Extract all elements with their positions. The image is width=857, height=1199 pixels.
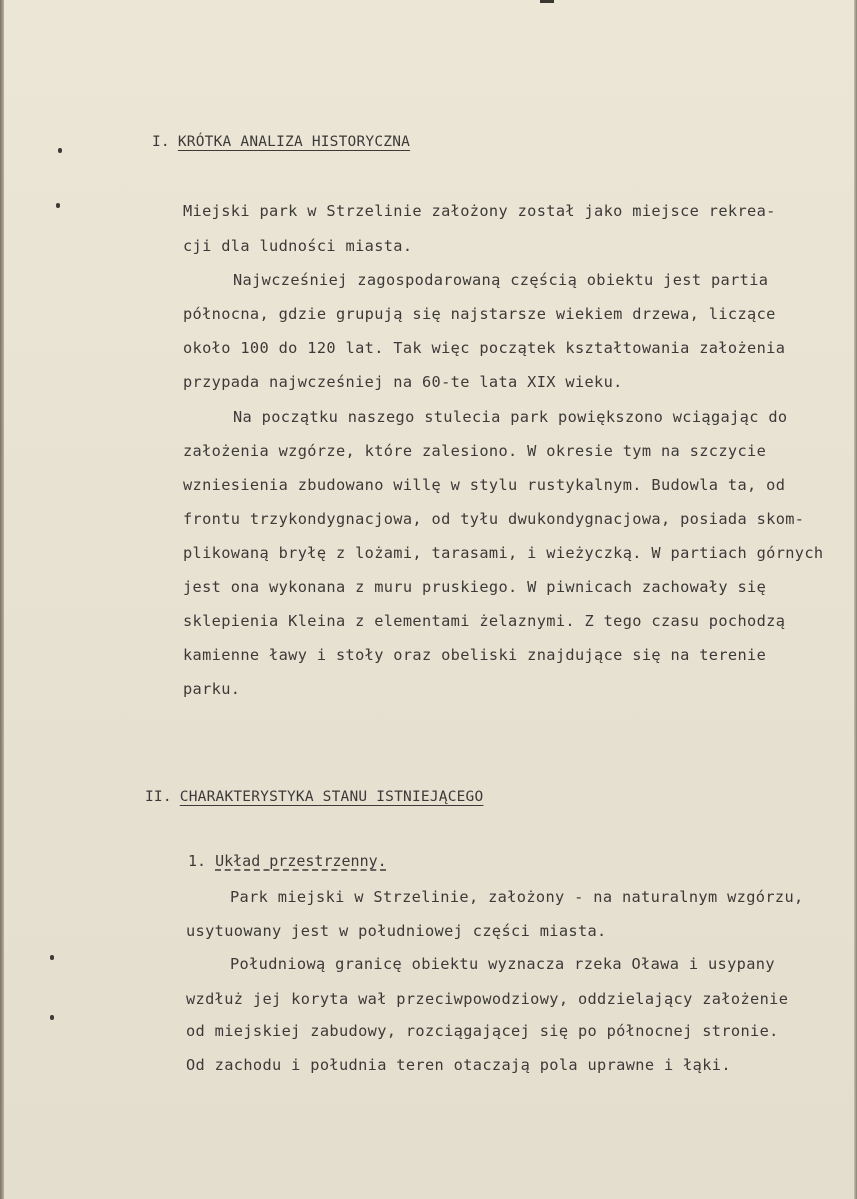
text-line: Południową granicę obiektu wyznacza rzeka Oława i usypany	[230, 955, 775, 973]
text-line: parku.	[183, 680, 241, 698]
text-line: wzdłuż jej koryta wał przeciwpowodziowy, oddzielający założenie	[186, 990, 789, 1008]
section-1-number: I.	[152, 134, 170, 150]
punch-hole-mark	[50, 955, 54, 960]
text-line: usytuowany jest w południowej części miasta.	[186, 922, 607, 940]
section-2-number: II.	[145, 789, 172, 805]
section-1-heading	[152, 134, 410, 150]
subsection-1-title: Układ przestrzenny.	[215, 852, 387, 870]
text-line: przypada najwcześniej na 60-te lata XIX wieku.	[183, 373, 623, 391]
text-line: od miejskiej zabudowy, rozciągającej się po północnej stronie.	[186, 1022, 779, 1040]
text-line: wzniesienia zbudowano willę w stylu rustykalnym. Budowla ta, od	[183, 476, 786, 494]
subsection-1-heading	[188, 852, 387, 870]
text-line: frontu trzykondygnacjowa, od tyłu dwukondygnacjowa, posiada skom-	[183, 510, 805, 528]
punch-hole-mark	[50, 1015, 54, 1020]
section-2-heading	[145, 789, 483, 805]
punch-hole-mark	[58, 148, 62, 153]
section-2-title: CHARAKTERYSTYKA STANU ISTNIEJĄCEGO	[179, 789, 484, 805]
text-line: około 100 do 120 lat. Tak więc początek kształtowania założenia	[183, 339, 786, 357]
section-1-title: KRÓTKA ANALIZA HISTORYCZNA	[177, 134, 411, 150]
text-line: Najwcześniej zagospodarowaną częścią obiektu jest partia	[233, 271, 769, 289]
text-line: cji dla ludności miasta.	[183, 237, 413, 255]
text-line: sklepienia Kleina z elementami żelaznymi. Z tego czasu pochodzą	[183, 612, 786, 630]
scan-mark	[540, 0, 554, 3]
text-line: Od zachodu i południa teren otaczają pola uprawne i łąki.	[186, 1056, 731, 1074]
text-line: plikowaną bryłę z lożami, tarasami, i wieżyczką. W partiach górnych	[183, 544, 824, 562]
subsection-1-number: 1.	[188, 852, 207, 870]
text-line: północna, gdzie grupują się najstarsze wiekiem drzewa, liczące	[183, 305, 776, 323]
page-edge-left	[0, 0, 4, 1199]
punch-hole-mark	[56, 203, 60, 208]
text-line: założenia wzgórze, które zalesiono. W okresie tym na szczycie	[183, 442, 767, 460]
text-line: Miejski park w Strzelinie założony został jako miejsce rekrea-	[183, 202, 776, 220]
text-line: kamienne ławy i stoły oraz obeliski znajdujące się na terenie	[183, 646, 767, 664]
text-line: Park miejski w Strzelinie, założony - na naturalnym wzgórzu,	[230, 888, 804, 906]
text-line: jest ona wykonana z muru pruskiego. W piwnicach zachowały się	[183, 578, 767, 596]
text-line: Na początku naszego stulecia park powiększono wciągając do	[233, 408, 788, 426]
